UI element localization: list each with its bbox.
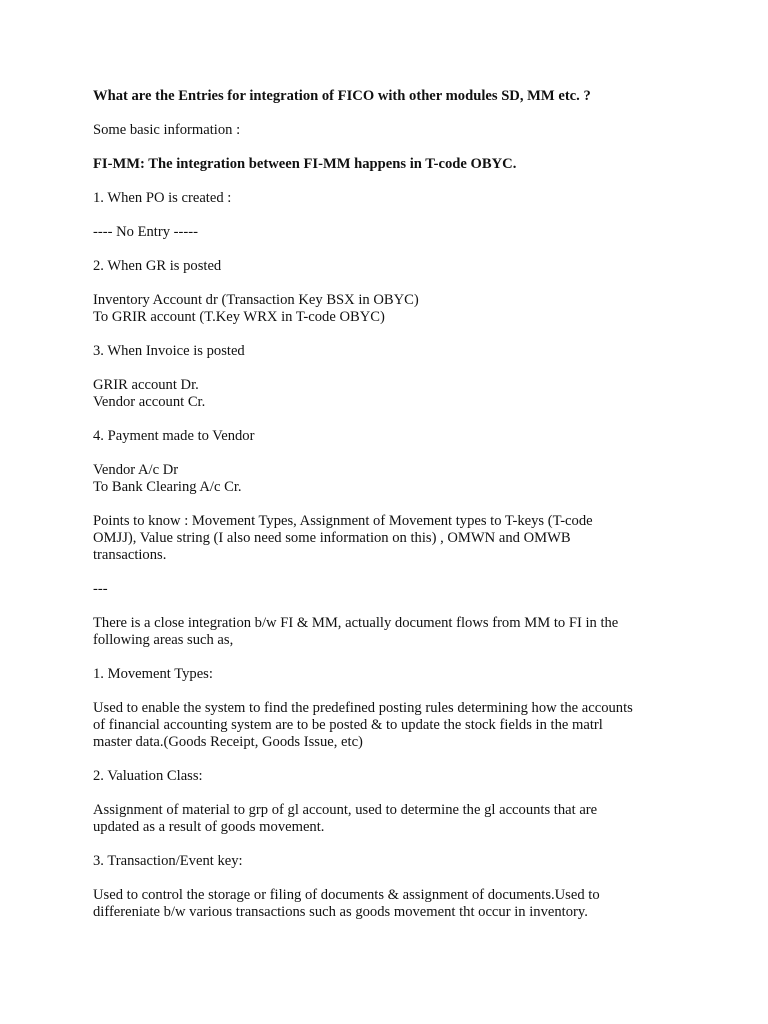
integration-line: There is a close integration b/w FI & MM, actually document flows from MM to FI in the	[93, 615, 619, 631]
area-body-line: differeniate b/w various transactions such as goods movement tht occur in inventory.	[93, 904, 588, 920]
integration-line: following areas such as,	[93, 632, 234, 648]
step-invoice-posted: 3. When Invoice is posted	[93, 343, 245, 359]
invoice-entry-line: GRIR account Dr.	[93, 377, 199, 393]
invoice-entry	[93, 377, 683, 411]
document-title: What are the Entries for integration of FICO with other modules SD, MM etc. ?	[93, 88, 591, 104]
area-body-line: updated as a result of goods movement.	[93, 819, 325, 835]
points-line: OMJJ), Value string (I also need some information on this) , OMWN and OMWB	[93, 530, 571, 546]
document-page	[93, 88, 683, 938]
area-valuation-class-body	[93, 802, 683, 836]
fi-mm-heading: FI-MM: The integration between FI-MM happens in T-code OBYC.	[93, 156, 517, 172]
payment-entry-line: To Bank Clearing A/c Cr.	[93, 479, 242, 495]
intro-text: Some basic information :	[93, 122, 241, 138]
area-valuation-class-title: 2. Valuation Class:	[93, 768, 203, 784]
gr-entry-line: Inventory Account dr (Transaction Key BSX in OBYC)	[93, 292, 419, 308]
payment-entry	[93, 462, 683, 496]
gr-entry	[93, 292, 683, 326]
payment-entry-line: Vendor A/c Dr	[93, 462, 179, 478]
area-body-line: Assignment of material to grp of gl account, used to determine the gl accounts that are	[93, 802, 598, 818]
step-po-created: 1. When PO is created :	[93, 190, 232, 206]
points-line: transactions.	[93, 547, 167, 563]
points-line: Points to know : Movement Types, Assignment of Movement types to T-keys (T-code	[93, 513, 593, 529]
area-body-line: Used to control the storage or filing of documents & assignment of documents.Used to	[93, 887, 600, 903]
area-body-line: Used to enable the system to find the predefined posting rules determining how the accounts	[93, 700, 633, 716]
points-to-know	[93, 513, 683, 564]
area-body-line: of financial accounting system are to be posted & to update the stock fields in the matrl	[93, 717, 603, 733]
invoice-entry-line: Vendor account Cr.	[93, 394, 206, 410]
area-movement-types-body	[93, 700, 683, 751]
area-body-line: master data.(Goods Receipt, Goods Issue, etc)	[93, 734, 363, 750]
integration-paragraph	[93, 615, 683, 649]
step-payment: 4. Payment made to Vendor	[93, 428, 255, 444]
gr-entry-line: To GRIR account (T.Key WRX in T-code OBYC)	[93, 309, 385, 325]
area-transaction-key-body	[93, 887, 683, 921]
area-transaction-key-title: 3. Transaction/Event key:	[93, 853, 243, 869]
no-entry-text: ---- No Entry -----	[93, 224, 198, 240]
area-movement-types-title: 1. Movement Types:	[93, 666, 213, 682]
separator-text: ---	[93, 581, 108, 597]
step-gr-posted: 2. When GR is posted	[93, 258, 222, 274]
